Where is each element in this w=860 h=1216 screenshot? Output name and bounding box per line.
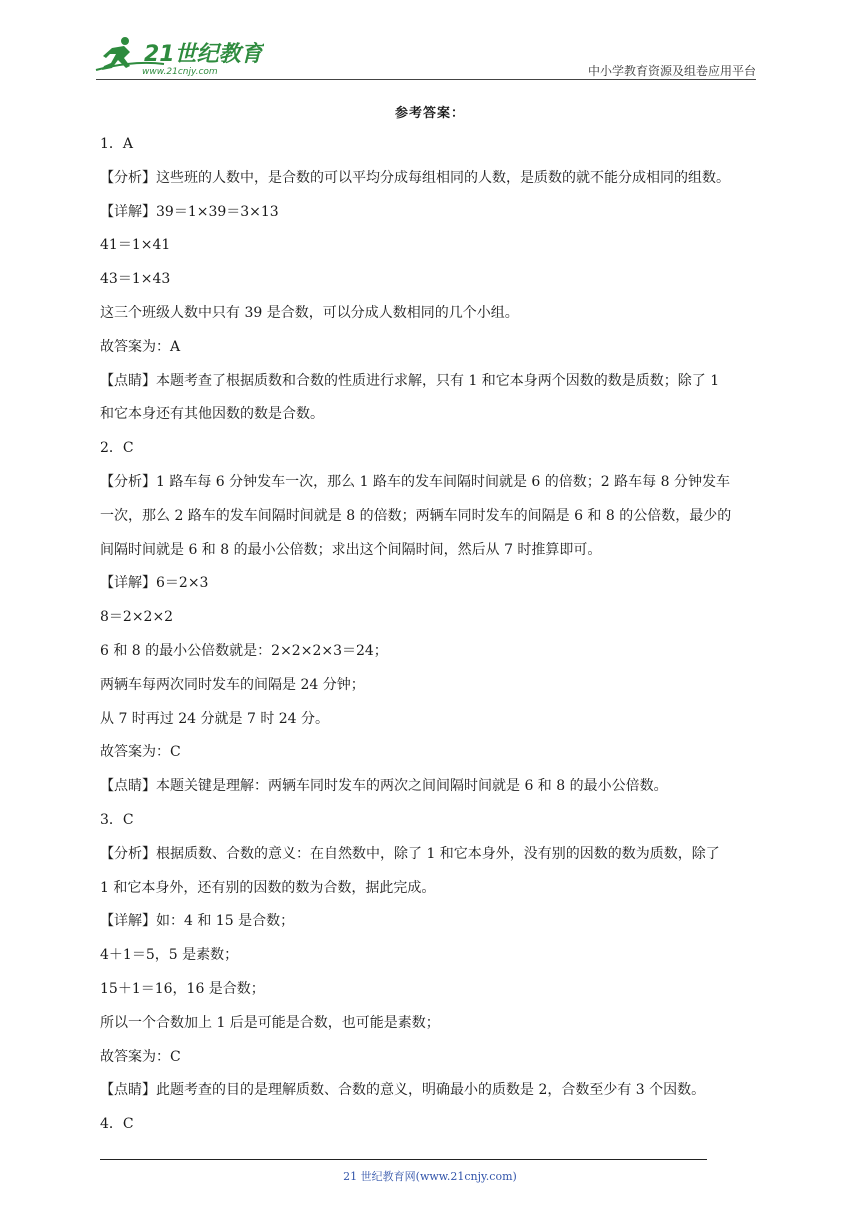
answer-line: 1 和它本身外，还有别的因数的数为合数，据此完成。 xyxy=(100,879,436,896)
answer-line: 1．A xyxy=(100,136,134,152)
answer-line: 一次，那么 2 路车的发车间隔时间就是 8 的倍数；两辆车同时发车的间隔是 6 和 8 的公倍数，最少的 xyxy=(100,507,732,524)
answer-line: 8＝2×2×2 xyxy=(100,609,174,626)
answer-line: 43＝1×43 xyxy=(100,271,171,288)
platform-name: 中小学教育资源及组卷应用平台 xyxy=(587,64,756,78)
answer-line: 【分析】这些班的人数中，是合数的可以平均分成每组相同的人数，是质数的就不能分成相同的组数。 xyxy=(100,169,730,186)
answer-line: 间隔时间就是 6 和 8 的最小公倍数；求出这个间隔时间，然后从 7 时推算即可。 xyxy=(100,541,602,558)
answer-line: 【分析】1 路车每 6 分钟发车一次，那么 1 路车的发车间隔时间就是 6 的倍数；2 路车每 8 分钟发车 xyxy=(100,473,730,490)
answer-line: 3．C xyxy=(100,811,134,828)
answer-body xyxy=(100,128,766,1142)
answer-title: 参考答案： xyxy=(394,106,465,121)
answer-line: 【详解】39＝1×39＝3×13 xyxy=(100,203,279,220)
answer-line: 从 7 时再过 24 分就是 7 时 24 分。 xyxy=(100,710,330,727)
answer-line: 所以一个合数加上 1 后是可能是合数，也可能是素数； xyxy=(100,1014,440,1031)
answer-line: 【分析】根据质数、合数的意义：在自然数中，除了 1 和它本身外，没有别的因数的数为质数，除了 xyxy=(100,845,720,862)
answer-line: 【点睛】本题考查了根据质数和合数的性质进行求解，只有 1 和它本身两个因数的数是质数；除了 1 xyxy=(100,372,720,389)
logo-text: 21世纪教育 xyxy=(144,42,263,67)
answer-line: 6 和 8 的最小公倍数就是：2×2×2×3＝24； xyxy=(100,642,388,659)
answer-line: 这三个班级人数中只有 39 是合数，可以分成人数相同的几个小组。 xyxy=(100,304,519,321)
answer-line: 4＋1＝5，5 是素数； xyxy=(100,947,239,964)
footer-source: 21 世纪教育网(www.21cnjy.com) xyxy=(343,1170,517,1183)
answer-line: 15＋1＝16，16 是合数； xyxy=(100,980,265,997)
answer-line: 故答案为：C xyxy=(100,744,181,761)
site-logo xyxy=(94,34,264,80)
answer-line: 2．C xyxy=(100,440,134,457)
logo-url: www.21cnjy.com xyxy=(142,67,218,77)
answer-line: 【详解】6＝2×3 xyxy=(100,575,209,592)
answer-line: 41＝1×41 xyxy=(100,237,171,254)
answer-line: 和它本身还有其他因数的数是合数。 xyxy=(100,406,324,423)
answer-line: 故答案为：A xyxy=(100,338,181,355)
answer-line: 4．C xyxy=(100,1116,134,1133)
answer-line: 两辆车每两次同时发车的间隔是 24 分钟； xyxy=(100,676,365,693)
footer-divider xyxy=(100,1159,707,1160)
answer-line: 【点睛】本题关键是理解：两辆车同时发车的两次之间间隔时间就是 6 和 8 的最小公倍数。 xyxy=(100,778,668,795)
page-header xyxy=(0,0,860,90)
answer-line: 【详解】如：4 和 15 是合数； xyxy=(100,913,295,930)
answer-line: 故答案为：C xyxy=(100,1048,181,1065)
header-divider xyxy=(96,79,756,80)
answer-line: 【点睛】此题考查的目的是理解质数、合数的意义，明确最小的质数是 2，合数至少有 3 个因数。 xyxy=(100,1082,706,1099)
